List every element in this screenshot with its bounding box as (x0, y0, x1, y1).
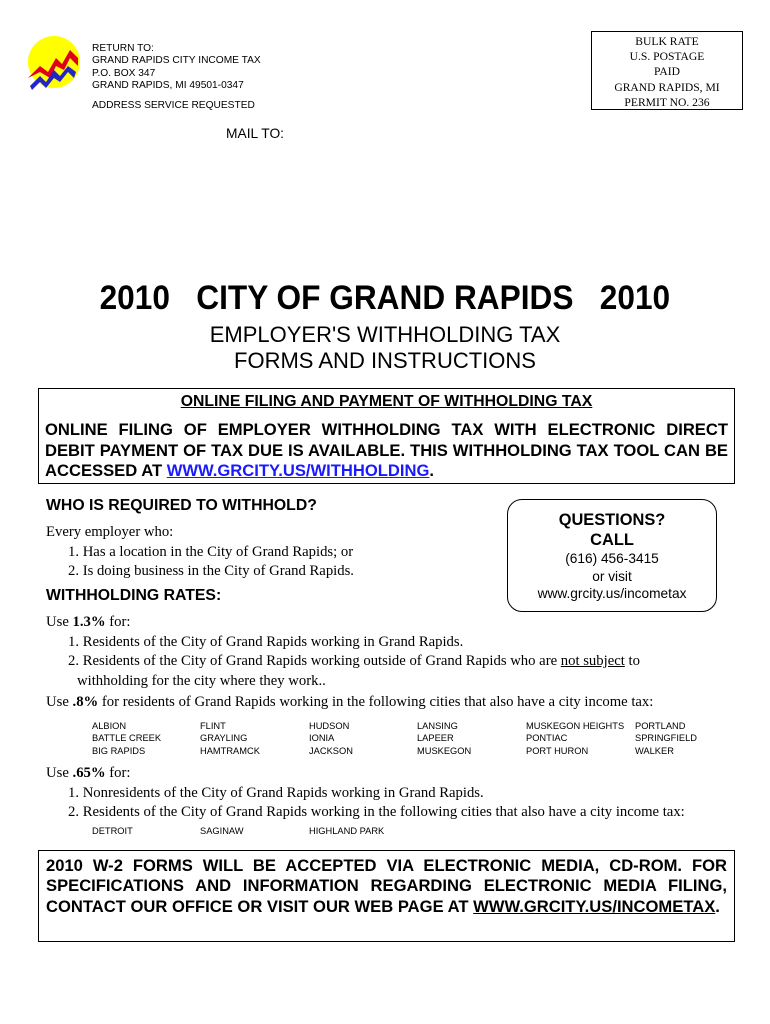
rate-1-item-2 (46, 652, 736, 672)
questions-phone: (616) 456-3415 (565, 551, 659, 566)
rate-3-intro (46, 764, 746, 784)
return-label: RETURN TO: (92, 43, 154, 54)
city-name: PORT HURON (526, 745, 589, 756)
rate-1-item-1: 1. Residents of the City of Grand Rapids working in Grand Rapids. (68, 633, 464, 650)
subtitle-line-2: FORMS AND INSTRUCTIONS (234, 348, 536, 373)
return-address (92, 43, 261, 112)
rate-1-not-subject: not subject (560, 653, 625, 669)
rate-3-item-2: 2. Residents of the City of Grand Rapids working in the following cities that also have a city income tax: (68, 804, 685, 820)
postage-line-5: PERMIT NO. 236 (624, 95, 710, 109)
postage-line-1: BULK RATE (635, 35, 699, 48)
w2-period: . (715, 896, 720, 916)
return-line-2: P.O. BOX 347 (92, 67, 156, 79)
rate-1-intro (46, 613, 736, 633)
city-name: BATTLE CREEK (92, 733, 162, 744)
city-column (635, 720, 697, 757)
city-name: PORTLAND (635, 721, 686, 731)
city-column (417, 720, 471, 757)
who-heading: WHO IS REQUIRED TO WITHHOLD? (46, 497, 317, 514)
city-name: GRAYLING (200, 733, 248, 744)
city-name: BIG RAPIDS (92, 745, 146, 756)
city-column (526, 720, 624, 757)
postage-line-4: GRAND RAPIDS, MI (614, 80, 720, 94)
postage-permit-box (591, 31, 743, 110)
page-title: 2010 CITY OF GRAND RAPIDS 2010 (99, 279, 671, 317)
return-line-3: GRAND RAPIDS, MI 49501-0347 (92, 80, 244, 92)
city-column (309, 720, 353, 757)
incometax-link[interactable]: WWW.GRCITY.US/INCOMETAX (473, 896, 716, 916)
city-column (200, 720, 260, 757)
w2-text (46, 856, 727, 917)
who-item-2: 2. Is doing business in the City of Grand Rapids. (68, 563, 354, 579)
city-name: LAPEER (417, 733, 454, 744)
rate-1-value: 1.3% (72, 614, 106, 630)
rate-2-intro (46, 693, 746, 713)
questions-title (508, 511, 716, 550)
subtitle-line-1: EMPLOYER'S WITHHOLDING TAX (209, 322, 561, 347)
rate-1-item-2-text: 2. Residents of the City of Grand Rapids working outside of Grand Rapids who are (68, 653, 561, 669)
questions-web[interactable]: www.grcity.us/incometax (537, 586, 687, 601)
city-name: HUDSON (309, 721, 350, 731)
city-name: WALKER (635, 745, 674, 756)
who-item-1: 1. Has a location in the City of Grand Rapids; or (68, 543, 354, 560)
online-filing-text (45, 420, 728, 482)
w2-electronic-filing-box (38, 850, 735, 942)
city-name: IONIA (309, 733, 335, 744)
rate-1-item-2-cont: withholding for the city where they work.. (77, 672, 326, 689)
rate-1-item-2-to: to (624, 653, 640, 669)
city-name: HIGHLAND PARK (309, 826, 385, 836)
online-filing-body: ONLINE FILING OF EMPLOYER WITHHOLDING TAX WITH ELECTRONIC DIRECT DEBIT PAYMENT OF TAX DUE IS AVAILABLE. THIS WITHHOLDING TAX TOOL CAN BE ACCESSED AT (45, 420, 728, 480)
city-name: SAGINAW (200, 826, 244, 836)
city-name: MUSKEGON (417, 745, 472, 756)
mail-to-label: MAIL TO: (226, 126, 285, 141)
online-filing-box (38, 388, 735, 484)
questions-title-line-1: QUESTIONS? (558, 511, 666, 529)
rate-1-use: Use (46, 614, 73, 630)
rate-3-item-1: 1. Nonresidents of the City of Grand Rapids working in Grand Rapids. (68, 784, 484, 801)
city-column (92, 720, 161, 757)
questions-box (507, 499, 717, 612)
online-filing-heading: ONLINE FILING AND PAYMENT OF WITHHOLDING TAX (180, 393, 593, 410)
city-name: PONTIAC (526, 733, 568, 744)
city-name: DETROIT (92, 826, 133, 836)
rate-1-for: for: (105, 614, 131, 630)
rate-2-use: Use (46, 694, 73, 710)
city-logo-icon (26, 36, 80, 92)
city-name: HAMTRAMCK (200, 745, 260, 756)
online-filing-period: . (429, 461, 435, 480)
city-name: SPRINGFIELD (635, 733, 697, 744)
rate-2-value: .8% (72, 694, 99, 710)
rate-3-value: .65% (72, 765, 106, 781)
questions-title-line-2: CALL (590, 530, 634, 549)
city-name: FLINT (200, 721, 226, 731)
rates-heading: WITHHOLDING RATES: (46, 587, 222, 604)
rate-3-for: for: (105, 765, 131, 781)
who-intro: Every employer who: (46, 524, 174, 540)
questions-or: or visit (592, 568, 632, 584)
city-name: ALBION (92, 721, 127, 731)
return-line-1: GRAND RAPIDS CITY INCOME TAX (92, 55, 261, 67)
rate-2-text: for residents of Grand Rapids working in the following cities that also have a city income tax: (98, 694, 654, 710)
postage-line-3: PAID (654, 65, 680, 79)
rate-1-section (46, 613, 736, 691)
city-name: MUSKEGON HEIGHTS (526, 721, 625, 731)
rate-3-use: Use (46, 765, 73, 781)
who-section (46, 523, 354, 582)
w2-body: 2010 W-2 FORMS WILL BE ACCEPTED VIA ELECTRONIC MEDIA, CD-ROM. FOR SPECIFICATIONS AND INFORMATION REGARDING ELECTRONIC MEDIA FILING, CONTACT OUR OFFICE OR VISIT OUR WEB PAGE AT (46, 856, 727, 916)
postage-line-2: U.S. POSTAGE (629, 50, 705, 64)
withholding-link[interactable]: WWW.GRCITY.US/WITHHOLDING (166, 461, 430, 480)
rate-3-section (46, 764, 746, 823)
address-service-requested: ADDRESS SERVICE REQUESTED (92, 99, 255, 111)
city-name: LANSING (417, 721, 458, 731)
city-name: JACKSON (309, 745, 353, 756)
